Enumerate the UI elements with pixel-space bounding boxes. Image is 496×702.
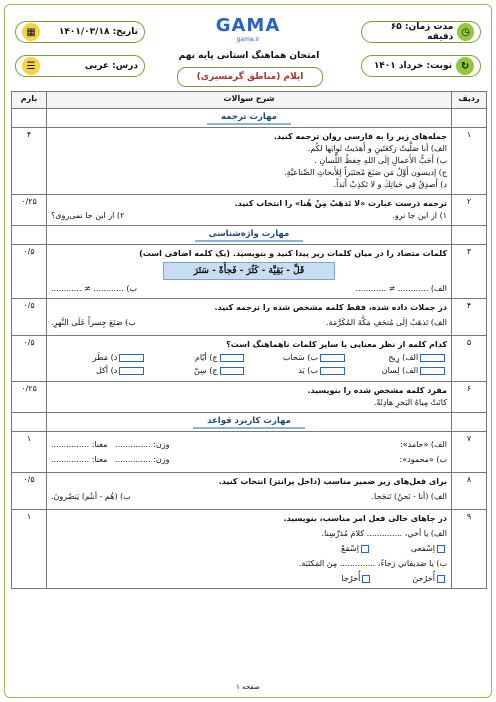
option-label: ج) سِنّ <box>193 366 218 375</box>
question-score: ۱ <box>12 510 47 589</box>
option[interactable] <box>51 366 146 375</box>
option-label: د) أكل <box>95 366 118 375</box>
option[interactable] <box>252 353 347 362</box>
question-stem: در جملات داده شده، فقط کلمه مشخص شده را ترجمه کنید. <box>214 303 447 312</box>
checkbox-icon[interactable] <box>220 367 245 375</box>
question-row-2 <box>12 195 487 226</box>
question-number: ۵ <box>452 336 487 382</box>
questions-table <box>11 91 487 589</box>
question-row-4 <box>12 299 487 336</box>
question-score: ۰/۵ <box>12 473 47 510</box>
question-score: ۰/۵ <box>12 336 47 382</box>
sentence-a: الف) تَذهَبُ إلَی مُتحَفِ مَكَّةَ المُكَرَّمَة. <box>326 318 447 327</box>
option-1[interactable]: ۱) از این جا نرو. <box>392 211 447 220</box>
exam-title: امتحان هماهنگ استانی پایه نهم <box>178 51 320 61</box>
gama-logo <box>173 15 323 55</box>
sentence: كانَتْ مِیاهُ البَحرِ هادِئَةً. <box>373 398 447 407</box>
header-score: بارم <box>12 92 47 109</box>
item-b[interactable]: ب) (هُم - أنتُم) یَنصُرونَ. <box>51 492 131 501</box>
logo-sub: gama.ir <box>236 36 260 43</box>
option-label: ب) یَد <box>298 366 318 375</box>
question-stem: برای فعل‌های زیر ضمیر مناسب (داخل پرانتز) انتخاب کنید. <box>218 477 447 486</box>
header-desc: شرح سوالات <box>47 92 452 109</box>
option[interactable] <box>352 366 447 375</box>
wazn-blank[interactable]: وزن: .............. <box>115 455 170 464</box>
question-score: ۰/۵ <box>12 299 47 336</box>
option-label: الف) لِسان <box>381 366 419 375</box>
page-footer: صفحه ۱ <box>236 683 260 691</box>
option[interactable] <box>341 574 372 583</box>
option[interactable] <box>252 366 347 375</box>
question-score: ۱ <box>12 432 47 473</box>
option-label: د) مَطَر <box>92 353 118 362</box>
question-row-9 <box>12 510 487 589</box>
checkbox-icon[interactable] <box>437 575 445 583</box>
question-line: الف) أنا صَلَّیتُ رَکعَتَینِ و أَهدَیتُ ثَوابَها لکُم. <box>307 144 447 153</box>
option[interactable] <box>341 544 371 553</box>
question-number: ۳ <box>452 245 487 299</box>
header-num: ردیف <box>452 92 487 109</box>
option-label: ب) سَحاب <box>282 353 318 362</box>
option[interactable] <box>412 574 447 583</box>
answer-blank-a[interactable]: الف) ............ ≠ ............ <box>355 284 447 293</box>
checkbox-icon[interactable] <box>437 545 445 553</box>
question-score: ۰/۲۵ <box>12 382 47 413</box>
question-stem: جمله‌های زیر را به فارسی روان ترجمه کنید. <box>273 132 447 141</box>
loop-icon: ↻ <box>456 57 474 75</box>
checkbox-icon[interactable] <box>320 367 345 375</box>
checkbox-icon[interactable] <box>362 575 370 583</box>
date-pill <box>15 21 145 43</box>
options-row-1 <box>51 353 447 362</box>
wazn-blank[interactable]: وزن: .............. <box>115 440 170 449</box>
checkbox-icon[interactable] <box>420 367 445 375</box>
item-a[interactable]: الف) (أنا - نَحنُ) تَنجَحا. <box>371 492 447 501</box>
option[interactable] <box>151 353 246 362</box>
section-title: مهارت کاربرد قواعد <box>193 415 305 429</box>
word-a: الف) «حامد»: <box>400 440 447 449</box>
region-label: ایلام (مناطق گرمسیری) <box>177 67 323 87</box>
checkbox-icon[interactable] <box>320 354 345 362</box>
options-row-2 <box>51 366 447 375</box>
question-row-1 <box>12 128 487 195</box>
turn-label: نوبت: خرداد ۱۴۰۱ <box>373 61 452 71</box>
course-pill <box>15 55 145 77</box>
question-line: ب) أَحَبُّ الأَعمالِ إلَی اللهِ حِفظُ اللِّسانِ . <box>314 156 447 165</box>
option-2[interactable]: ۲) از این جا نمی‌روی؟ <box>51 211 125 220</box>
checkbox-icon[interactable] <box>119 354 144 362</box>
question-line: ج) إديسون أَوَّلُ مَن صَنَعَ مُختَبَراً لِلأَبحاثِ الصِّناعيَّةِ. <box>284 168 447 177</box>
exam-page <box>4 4 492 698</box>
question-number: ۲ <box>452 195 487 226</box>
question-row-7 <box>12 432 487 473</box>
mana-blank[interactable]: معنا: ............... <box>51 440 108 449</box>
word-bank: قَلَّ - بَقِيَّة - كَثُرَ - فَجأَةً - سَتَرَ <box>163 262 335 280</box>
question-number: ۶ <box>452 382 487 413</box>
option[interactable] <box>352 353 447 362</box>
duration-pill <box>361 21 481 43</box>
question-stem: در جاهای خالی فعل امر مناسب، بنویسید. <box>283 514 447 523</box>
option[interactable] <box>411 544 447 553</box>
option-label: أُخرُجا <box>341 574 361 583</box>
question-stem: ترجمه درست عبارت «لا تَذهَبْ مِنْ هُنا» را انتخاب کنید. <box>234 199 447 208</box>
option[interactable] <box>151 366 246 375</box>
question-number: ۹ <box>452 510 487 589</box>
question-row-8 <box>12 473 487 510</box>
checkbox-icon[interactable] <box>119 367 144 375</box>
turn-pill <box>361 55 481 77</box>
question-number: ۴ <box>452 299 487 336</box>
clock-icon: ◷ <box>457 23 474 41</box>
option-label: أُخرُجنَ <box>412 574 435 583</box>
question-row-3 <box>12 245 487 299</box>
checkbox-icon[interactable] <box>361 545 369 553</box>
exam-header <box>15 15 481 97</box>
sentence-b: ب) یا صَدیقاتي رَجاءً، .............. مِنَ المَكتَبَة. <box>298 559 447 568</box>
date-label: تاریخ: ۱۴۰۱/۰۳/۱۸ <box>58 27 138 37</box>
checkbox-icon[interactable] <box>220 354 245 362</box>
section-row-translation <box>12 109 487 128</box>
question-score: ۰/۵ <box>12 245 47 299</box>
word-b: ب) «محمود»: <box>399 455 447 464</box>
question-row-5 <box>12 336 487 382</box>
logo-text: GAMA <box>215 15 281 36</box>
section-title: مهارت واژه‌شناسی <box>195 228 304 242</box>
question-stem: کلمات متضاد را در میان کلمات زیر پیدا کنید و بنویسید. (یک کلمه اضافی است) <box>139 249 447 258</box>
sentence-a: الف) یا أخي، .............. كلامَ مُدَرِّسِنا. <box>321 529 447 538</box>
question-number: ۱ <box>452 128 487 195</box>
section-row-grammar <box>12 413 487 432</box>
sentence-b: ب) صَنَعَ جِسراً عَلَى النَّهرِ. <box>51 318 136 327</box>
option-label: اِسْمَعْ <box>341 544 359 553</box>
checkbox-icon[interactable] <box>420 354 445 362</box>
calendar-icon: ▦ <box>22 23 40 41</box>
section-row-vocabulary <box>12 226 487 245</box>
option-label: اِسْمَعی <box>410 544 435 553</box>
course-label: درس: عربی <box>84 61 138 71</box>
option-label: ج) أیّام <box>194 353 218 362</box>
duration-label: مدت زمان: ۶۵ دقیقه <box>390 22 454 42</box>
books-icon: ☰ <box>22 57 40 75</box>
question-number: ۷ <box>452 432 487 473</box>
mana-blank[interactable]: معنا: ............... <box>51 455 108 464</box>
section-title: مهارت ترجمه <box>207 111 291 125</box>
question-score: ۰/۲۵ <box>12 195 47 226</box>
answer-blank-b[interactable]: ب) ............ ≠ ............ <box>51 284 138 293</box>
question-row-6 <box>12 382 487 413</box>
table-header-row <box>12 92 487 109</box>
option-label: الف) رِیح <box>388 353 419 362</box>
question-number: ۸ <box>452 473 487 510</box>
question-stem: کدام کلمه از نظر معنایی با سایر کلمات ناهماهنگ است؟ <box>226 340 447 349</box>
question-line: د) أَصدِقُ فِي حَياتِكَ و لا تَكذِبْ أَبَداً. <box>333 180 447 189</box>
question-stem: مفرد کلمه مشخص شده را بنویسید. <box>307 386 447 395</box>
option[interactable] <box>51 353 146 362</box>
question-score: ۴ <box>12 128 47 195</box>
